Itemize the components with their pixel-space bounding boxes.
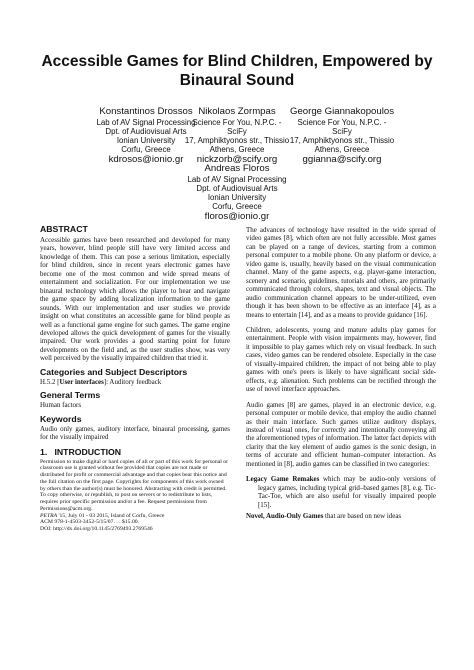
category-item-legacy — [246, 475, 436, 509]
isbn-line: ACM 978-1-4503-3452-5/15/07. . . $15.00. — [40, 519, 140, 526]
item-description: that are based on new ideas — [323, 512, 402, 521]
author-affiliation: Dpt. of Audiovisual Arts — [105, 126, 187, 136]
author-affiliation: Athens, Greece — [314, 145, 370, 155]
category-code: H.5.2 [ — [40, 377, 60, 386]
author-block-4 — [168, 163, 306, 223]
categories-heading: Categories and Subject Descriptors — [40, 366, 188, 377]
author-name: Konstantinos Drossos — [99, 106, 193, 117]
author-affiliation: Science For You, N.P.C. - — [297, 117, 387, 127]
author-affiliation: Corfu, Greece — [121, 145, 171, 155]
author-affiliation: SciFy — [227, 126, 247, 136]
left-column — [40, 224, 230, 533]
abstract-heading: ABSTRACT — [40, 224, 88, 234]
item-term: Novel, Audio-Only Games — [246, 512, 324, 521]
category-bold: User interfaces — [59, 377, 104, 386]
author-affiliation: 17, Amphiktyonos str., Thissio — [184, 135, 290, 145]
abstract-text: Accessible games have been researched and developed for many years, however, blind people still have very limited access and knowledge of them. This can pose a serious limitation, especially for blind children, since in recent years electronic games have become one of the most common and wide spread means of entertainment and socialization. For our implementation we use binaural technology which allows the player to hear and navigate the game space by adding localization information to the game sounds. With our implementation and user studies we provide insight on what constitutes an accessible game for blind people as well as a functional game engine for such games. The game engine developed allows the quick development of games for the visually impaired. Our work provides a good starting point for future developments on the field and, as the user studies show, was very well perceived by the visually impaired children that tried it. — [40, 236, 230, 363]
author-affiliation: Science For You, N.P.C. - — [192, 117, 282, 127]
author-affiliation: Athens, Greece — [209, 145, 265, 155]
author-affiliation: Ionian University — [116, 135, 176, 145]
author-affiliation: Corfu, Greece — [212, 202, 262, 212]
categories-text — [40, 378, 230, 386]
author-name: George Giannakopoulos — [289, 106, 394, 117]
author-email: ggianna@scify.org — [302, 154, 382, 166]
paper-title: Accessible Games for Blind Children, Empowered by Binaural Sound — [41, 53, 433, 89]
right-column — [246, 226, 436, 521]
copyright-notice — [40, 459, 230, 533]
keywords-text: Audio only games, auditory interface, binaural processing, games for the visually impaired — [40, 424, 230, 442]
author-name: Andreas Floros — [204, 163, 270, 174]
author-email: kdrosos@ionio.gr — [108, 154, 184, 166]
author-affiliation: SciFy — [332, 126, 352, 136]
author-email: floros@ionio.gr — [204, 211, 270, 223]
keywords-heading: Keywords — [40, 413, 82, 424]
venue-name: PETRA — [40, 512, 58, 519]
doi-line: DOI: http://dx.doi.org/10.1145/2769493.2769546 — [40, 526, 153, 533]
item-description: which may be audio-only versions of legacy games, including typical grid–based games [8], e.g. Tic-Tac-Toe, which are also useful for visually impaired people [15]. — [258, 475, 437, 509]
permission-text: Permission to make digital or hard copies of all or part of this work for personal or classroom use is granted without fee provided that copies are not made or distributed for profit or commercial advantage and that copies bear this notice and the full citation on the first page. Copyrights for components of this work owned by others than the author(s) must be honored. Abstracting with credit is permitted. To copy otherwise, or republish, to post on servers or to redistribute to lists, requires prior specific permission and/or a fee. Request permissions from Permissions@acm.org. — [40, 458, 228, 512]
general-terms-heading: General Terms — [40, 390, 101, 401]
category-rest: ]: Auditory feedback — [103, 377, 162, 386]
item-term: Legacy Game Remakes — [246, 475, 320, 484]
intro-paragraph-3: Audio games [8] are games, played in an electronic device, e.g. personal computer or mobile device, that employ the audio channel as their main interface. Such games utilize auditory displays, instead of visual ones, for correctly and intentionally conveying all the aforementioned types of information. The latter fact depicts with clarity that the key element of audio games is the sonic design, in terms of accurate and efficient human–computer interaction. As mentioned in [8], audio games can be classified in two categories: — [246, 400, 436, 468]
author-affiliation: Lab of AV Signal Processing — [187, 174, 287, 184]
venue-details: '15, July 01 - 03 2015, Island of Corfu, Greece — [57, 512, 165, 519]
author-email: nickzorb@scify.org — [196, 154, 278, 166]
general-terms-text: Human factors — [40, 401, 82, 410]
author-name: Nikolaos Zormpas — [198, 106, 276, 117]
introduction-heading: 1. INTRODUCTION — [40, 446, 122, 457]
category-item-novel — [246, 512, 436, 520]
author-affiliation: 17, Amphiktyonos str., Thissio — [289, 135, 395, 145]
intro-paragraph-1: The advances of technology have resulted in the wide spread of video games [8], which often are not fully accessible. Most games can be played on a range of devices, starting from a common personal computer to a mobile phone. On any platform or device, a video game is, usually, heavily based on the visual communication channel. Many of the game aspects, e.g. player-game interaction, scenery and scenario, guidelines, tutorials and others, are primarily communicated through colors, shapes, text and visual objects. The audio communication channel appears to be under-utilized, even though it has been shown to be effective as an interface [4], as a means to entertain [14], and as a means to provide guidance [16]. — [246, 226, 436, 319]
author-block-3 — [272, 106, 412, 166]
author-affiliation: Ionian University — [207, 192, 267, 202]
author-affiliation: Dpt. of Audiovisual Arts — [196, 183, 278, 193]
intro-paragraph-2: Children, adolescents, young and mature adults play games for entertainment. People with vision impairments may, however, find it impossible to play games which rely on visual feedback. In such cases, video games can be rendered obsolete. Especially in the case of visually-impaired children, the impact of not being able to play games with one's peers is likely to have significant social side-effects, e.g. alienation. Such problems can be rectified through the use of novel interface approaches. — [246, 325, 436, 394]
author-affiliation: Lab of AV Signal Processing — [96, 117, 196, 127]
